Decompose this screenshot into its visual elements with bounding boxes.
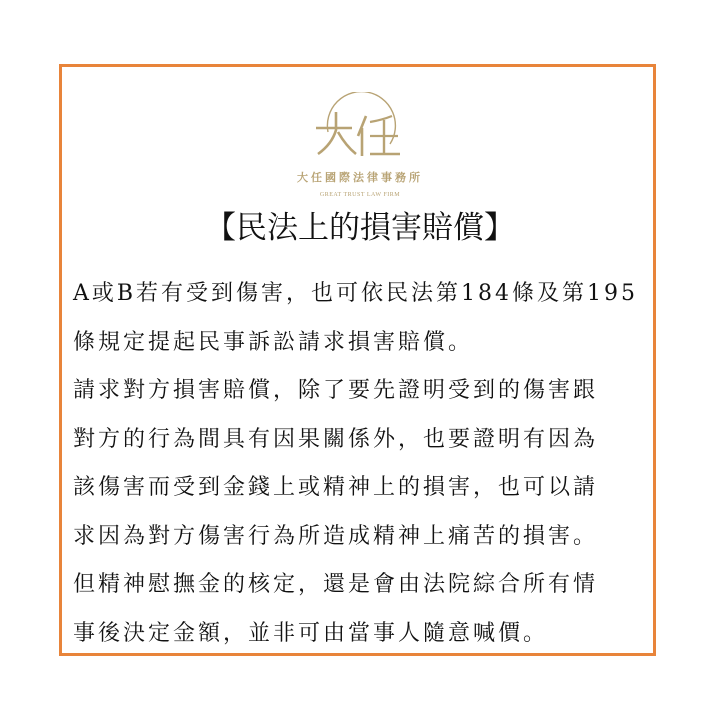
firm-logo bbox=[0, 92, 720, 212]
body-line: 條規定提起民事訴訟請求損害賠償。 bbox=[73, 329, 474, 355]
body-line: 事後決定金額，並非可由當事人隨意喊價。 bbox=[73, 620, 549, 646]
body-line: 對方的行為間具有因果關係外，也要證明有因為 bbox=[73, 426, 599, 452]
body-line: A或B若有受到傷害，也可依民法第184條及第195 bbox=[73, 281, 639, 306]
body-line: 請求對方損害賠償，除了要先證明受到的傷害跟 bbox=[73, 378, 599, 403]
firm-logo-icon bbox=[308, 92, 412, 162]
firm-name: 大任國際法律事務所 bbox=[297, 171, 423, 184]
firm-english-name: GREAT TRUST LAW FIRM bbox=[319, 192, 401, 198]
page-title: 【民法上的損害賠償】 bbox=[205, 210, 515, 246]
body-text bbox=[73, 270, 653, 658]
body-line: 求因為對方傷害行為所造成精神上痛苦的損害。 bbox=[73, 523, 599, 549]
body-line: 該傷害而受到金錢上或精神上的損害，也可以請 bbox=[73, 475, 599, 500]
body-line: 但精神慰撫金的核定，還是會由法院綜合所有情 bbox=[73, 572, 599, 597]
